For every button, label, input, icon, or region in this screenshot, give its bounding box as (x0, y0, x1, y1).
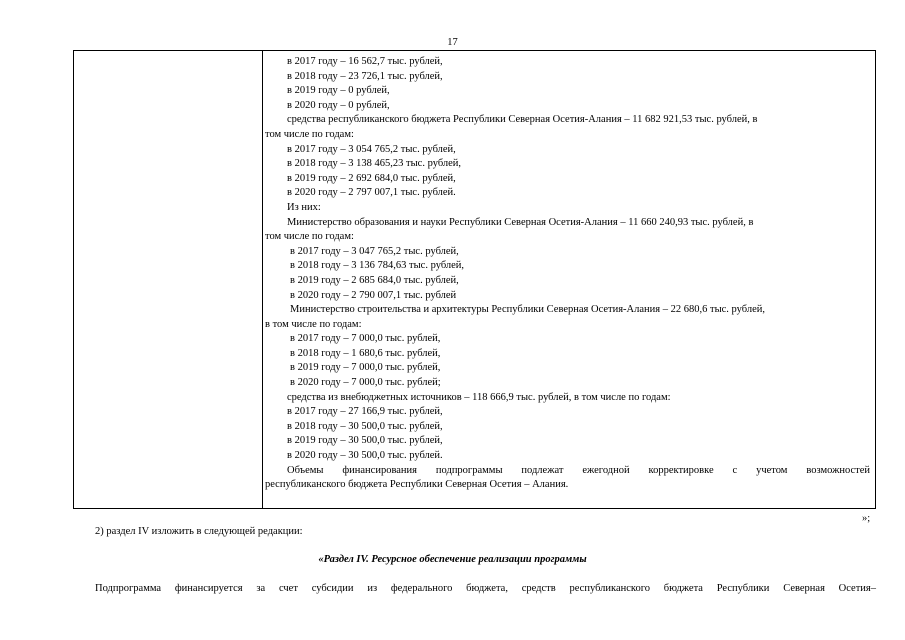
table-text-line: Министерство строительства и архитектуры Республики Северная Осетия-Алания – 22 680,6 тыс. рублей, (290, 304, 765, 316)
table-column-divider (262, 51, 263, 508)
table-text-line: в 2020 году – 30 500,0 тыс. рублей. (287, 450, 443, 462)
table-text-line: в 2020 году – 7 000,0 тыс. рублей; (290, 377, 441, 389)
table-text-line: в 2018 году – 30 500,0 тыс. рублей, (287, 420, 443, 432)
table-text-line: том числе по годам: (265, 231, 354, 243)
table-text-line: в 2017 году – 3 054 765,2 тыс. рублей, (287, 143, 456, 155)
table-text-line: в 2019 году – 2 692 684,0 тыс. рублей, (287, 172, 456, 184)
table-text-line: Министерство образования и науки Республики Северная Осетия-Алания – 11 660 240,93 тыс. рублей, в (287, 216, 754, 228)
table-text-line: в 2017 году – 16 562,7 тыс. рублей, (287, 56, 443, 67)
table-text-line: том числе по годам: (265, 128, 354, 140)
table-text-line: средства из внебюджетных источников – 118 666,9 тыс. рублей, в том числе по годам: (287, 391, 671, 403)
table-text-line: в 2019 году – 30 500,0 тыс. рублей, (287, 435, 443, 447)
table-text-line: в 2019 году – 0 рублей, (287, 85, 390, 97)
table-text-line: в 2017 году – 7 000,0 тыс. рублей, (290, 333, 441, 345)
table-text-line: в 2020 году – 2 790 007,1 тыс. рублей (290, 289, 457, 301)
table-text-line: в 2017 году – 3 047 765,2 тыс. рублей, (290, 245, 459, 257)
table-text-line: в 2018 году – 3 138 465,23 тыс. рублей, (287, 158, 462, 170)
table-text-line: в 2019 году – 7 000,0 тыс. рублей, (290, 362, 441, 374)
table-cell-content (265, 55, 870, 493)
table-text-line: в 2017 году – 27 166,9 тыс. рублей, (287, 406, 443, 418)
table-text-line: в 2018 году – 3 136 784,63 тыс. рублей, (290, 260, 465, 272)
body-paragraph: Подпрограмма финансируется за счет субсидии из федерального бюджета, средств республиканского бюджета Республики Северная Осетия– (95, 583, 876, 594)
amendment-item-2: 2) раздел IV изложить в следующей редакции: (95, 526, 303, 537)
table-text-line: в 2018 году – 23 726,1 тыс. рублей, (287, 70, 443, 82)
page-number: 17 (447, 37, 458, 48)
table-text-line: Объемы финансирования подпрограммы подлежат ежегодной корректировке с учетом возможностей (287, 464, 870, 476)
table-text-line: в 2019 году – 2 685 684,0 тыс. рублей, (290, 274, 459, 286)
table-text-line: республиканского бюджета Республики Северная Осетия – Алания. (265, 479, 569, 491)
table-text-line: Из них: (287, 201, 321, 213)
table-text-line: в 2020 году – 0 рублей, (287, 99, 390, 111)
section-heading: «Раздел IV. Ресурсное обеспечение реализации программы (318, 554, 587, 565)
table-text-line: средства республиканского бюджета Республики Северная Осетия-Алания – 11 682 921,53 тыс. рублей, в (287, 114, 758, 126)
table-text-line: в 2018 году – 1 680,6 тыс. рублей, (290, 347, 441, 359)
closing-quote: »; (862, 513, 871, 524)
table-text-line: в 2020 году – 2 797 007,1 тыс. рублей. (287, 187, 456, 199)
table-text-line: в том числе по годам: (265, 318, 362, 330)
